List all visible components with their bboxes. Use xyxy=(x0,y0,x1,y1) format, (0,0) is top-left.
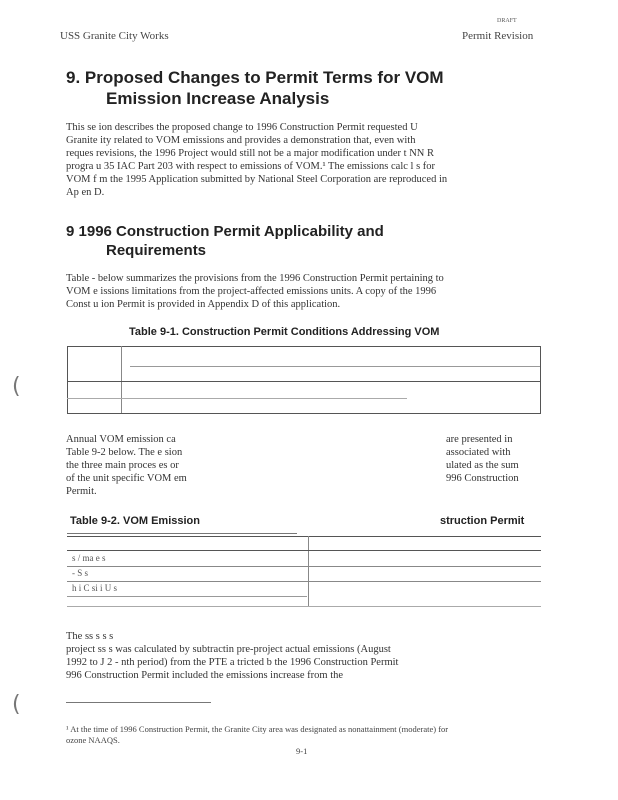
para-line: Ap en D. xyxy=(66,187,105,198)
header-left: USS Granite City Works xyxy=(60,30,169,42)
para-line: VOM f m the 1995 Application submitted by National Steel Corporation are reproduced in xyxy=(66,174,448,185)
binder-hole-mark: ( xyxy=(12,692,21,717)
table-row: - S s xyxy=(72,568,89,578)
para-line: the three main proces es or xyxy=(66,460,179,471)
para-line: Granite ity related to VOM emissions and provides a demonstration that, even with xyxy=(66,135,416,146)
table-row: h i C si i U s xyxy=(72,583,118,593)
para-line: Annual VOM emission ca xyxy=(66,434,176,445)
bottom-paragraph xyxy=(66,630,398,682)
para-line: Table - below summarizes the provisions from the 1996 Construction Permit pertaining to xyxy=(66,273,444,284)
para-line: reques revisions, the 1996 Project would still not be a major modification under t NN R xyxy=(66,148,435,159)
table-9-2-caption-right: struction Permit xyxy=(440,515,525,527)
table-9-2-caption-left: Table 9-2. VOM Emission xyxy=(70,515,200,527)
para-line: associated with xyxy=(446,447,511,458)
mid-paragraph-left xyxy=(66,433,187,498)
para-line: Const u ion Permit is provided in Appendix D of this application. xyxy=(66,299,341,310)
section-9-title-line1: 9. Proposed Changes to Permit Terms for VOM xyxy=(66,68,444,87)
section-9-1-paragraph xyxy=(66,272,444,311)
para-line: are presented in xyxy=(446,434,513,445)
para-line: VOM e issions limitations from the project-affected emissions units. A copy of the 1996 xyxy=(66,286,437,297)
para-line: 1992 to J 2 - nth period) from the PTE a tricted b the 1996 Construction Permit xyxy=(66,657,399,668)
mid-paragraph-right xyxy=(446,433,519,485)
page-number: 9-1 xyxy=(296,746,308,756)
binder-hole-mark: ( xyxy=(12,374,21,399)
para-line: progra u 35 IAC Part 203 with respect to emissions of VOM.¹ The emissions calc l s for xyxy=(66,161,436,172)
header-right: Permit Revision xyxy=(462,30,534,42)
footnote-line1: ¹ At the time of 1996 Construction Permit, the Granite City area was designated as nonattainment (moderate) for xyxy=(66,724,449,734)
table-row: s / ma e s xyxy=(72,553,106,563)
para-line: ulated as the sum xyxy=(446,460,519,471)
footnote-separator xyxy=(66,702,211,703)
draft-mark: DRAFT xyxy=(497,18,517,24)
section-9-title-line2: Emission Increase Analysis xyxy=(106,89,330,108)
para-line: Permit. xyxy=(66,486,97,497)
para-line: Table 9-2 below. The e sion xyxy=(66,447,183,458)
para-line: project ss s was calculated by subtractin pre-project actual emissions (August xyxy=(66,644,391,655)
section-9-paragraph xyxy=(66,121,447,199)
para-line: 996 Construction xyxy=(446,473,519,484)
para-line: of the unit specific VOM em xyxy=(66,473,187,484)
section-9-1-title-line1: 9 1996 Construction Permit Applicability and xyxy=(66,223,384,240)
section-9-1-title-line2: Requirements xyxy=(106,242,207,259)
table-9-1-caption: Table 9-1. Construction Permit Conditions Addressing VOM xyxy=(129,326,440,338)
footnote-line2: ozone NAAQS. xyxy=(66,735,120,745)
para-line: 996 Construction Permit included the emissions increase from the xyxy=(66,670,344,681)
para-line: The ss s s s xyxy=(66,631,114,642)
para-line: This se ion describes the proposed change to 1996 Construction Permit requested U xyxy=(66,122,418,133)
